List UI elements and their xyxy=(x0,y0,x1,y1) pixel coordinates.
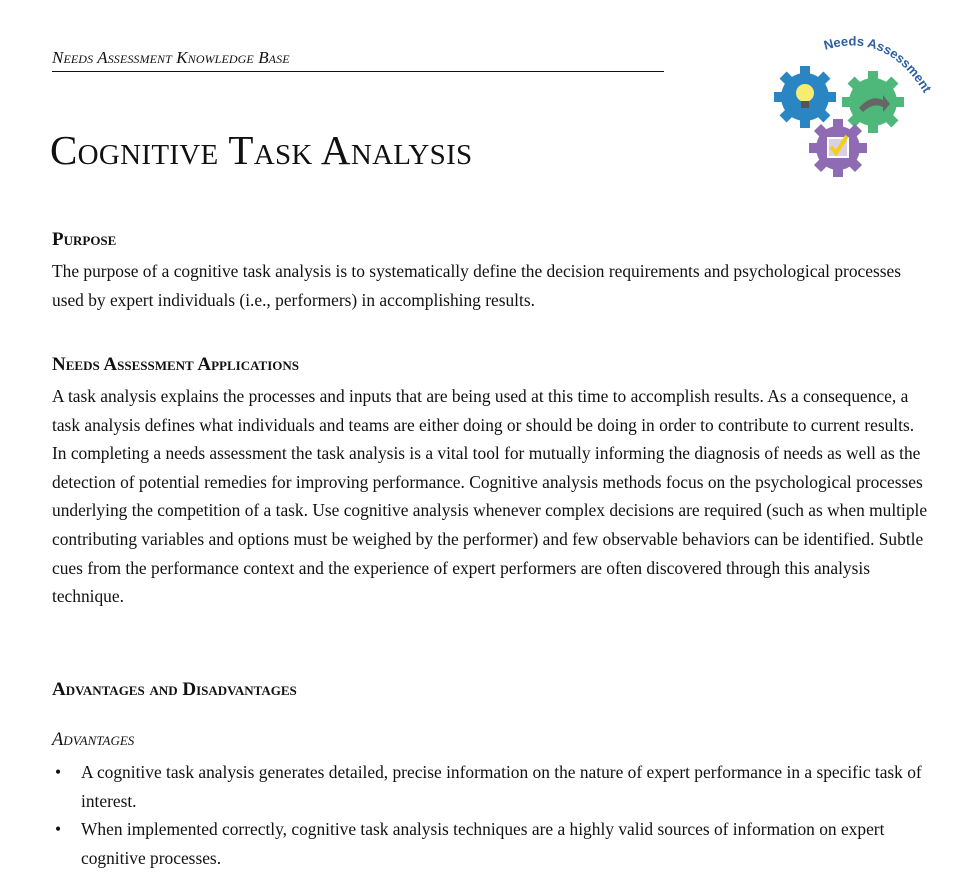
list-item xyxy=(52,758,932,815)
list-item-text: A cognitive task analysis generates detailed, precise information on the nature of expert performance in a specific task of interest. xyxy=(81,762,922,811)
applications-paragraph: A task analysis explains the processes and inputs that are being used at this time to accomplish results. As a consequence, a task analysis defines what individuals and teams are either doing or should be doing in order to contribute to current results. In completing a needs assessment the task analysis is a vital tool for mutually informing the diagnosis of needs as well as the detection of potential remedies for improving performance. Cognitive analysis methods focus on the psychological processes underlying the competition of a task. Use cognitive analysis whenever complex decisions are required (such as when multiple contributing variables and options must be weighed by the performer) and few observable behaviors can be identified. Subtle cues from the performance context and the experience of expert performers are often discovered through this analysis technique. xyxy=(52,386,928,607)
list-item xyxy=(52,815,932,872)
bullet-icon: • xyxy=(55,819,62,840)
subheading-advantages: Advantages xyxy=(52,730,135,750)
purple-gear-icon xyxy=(809,119,867,177)
needs-assessment-logo xyxy=(770,30,940,190)
purpose-paragraph: The purpose of a cognitive task analysis is to systematically define the decision requirements and psychological processes used by expert individuals (i.e., performers) in accomplishing results. xyxy=(52,261,902,310)
list-item-text: When implemented correctly, cognitive task analysis techniques are a highly valid sources of information on expert cognitive processes. xyxy=(81,819,885,868)
section-heading-applications: Needs Assessment Applications xyxy=(52,354,300,375)
lightbulb-icon xyxy=(796,84,814,102)
gears-logo-icon xyxy=(770,30,940,190)
page-title: Cognitive Task Analysis xyxy=(50,127,473,173)
running-head: Needs Assessment Knowledge Base xyxy=(52,48,664,72)
blue-gear-icon xyxy=(774,66,836,128)
section-heading-advantages-disadvantages: Advantages and Disadvantages xyxy=(52,679,297,700)
logo-text: Needs Assessment xyxy=(822,33,935,96)
advantages-list xyxy=(52,758,932,872)
section-heading-purpose: Purpose xyxy=(52,229,117,250)
green-gear-icon xyxy=(842,71,904,133)
bullet-icon: • xyxy=(55,762,62,782)
